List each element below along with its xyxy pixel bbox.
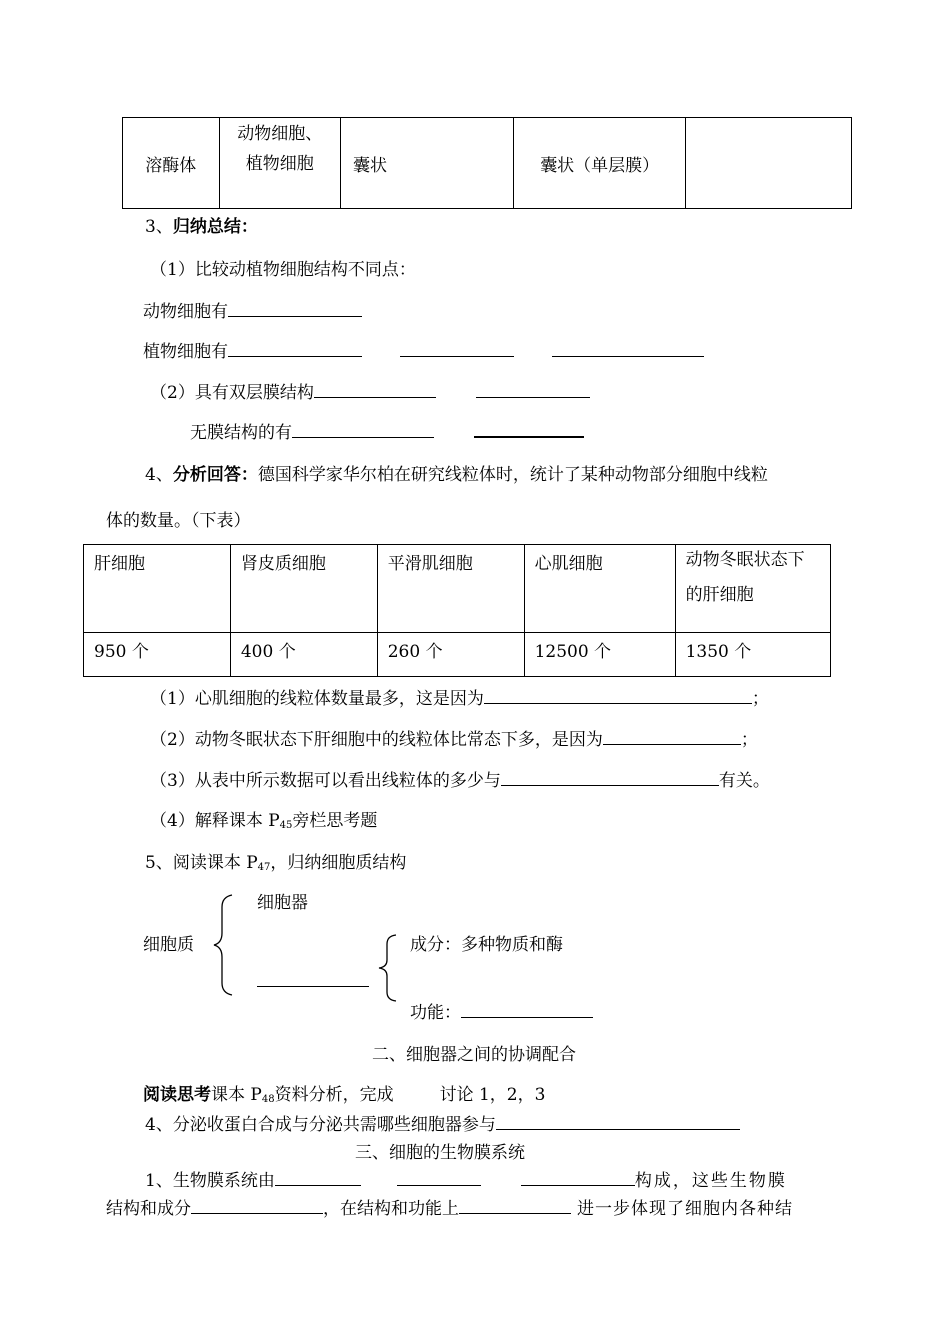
structure-text: 囊状（单层膜） (540, 155, 660, 176)
membrane-blank-3[interactable] (521, 1167, 635, 1186)
s3-q1: （1）比较动植物细胞结构不同点： (150, 260, 416, 280)
part3-line2 (106, 1194, 793, 1219)
part3-line2-text-a: 结构和成分 (106, 1199, 191, 1219)
read-think-row (143, 1080, 545, 1105)
header-hibernation-line2: 的肝细胞 (685, 585, 754, 605)
s4-q4-text-a: （4）解释课本 P (150, 811, 280, 831)
header-smooth-muscle (377, 545, 524, 633)
structure-blank[interactable] (191, 1195, 323, 1214)
part3-line1 (145, 1166, 787, 1191)
lysosome-name: 溶酶体 (145, 155, 197, 176)
part2-q4-row (145, 1110, 740, 1135)
cell-lysosome (123, 118, 220, 209)
part2-title: 二、细胞器之间的协调配合 (372, 1045, 576, 1065)
header-hibernation-line1: 动物冬眠状态下 (685, 550, 805, 570)
s4-q2-end: ； (740, 730, 758, 750)
no-membrane-row (190, 418, 584, 443)
animal-row (143, 297, 362, 322)
s4-q1-row (150, 684, 769, 709)
header-liver (84, 545, 231, 633)
section5-subscript: 47 (257, 862, 271, 873)
organelle-label: 细胞器 (257, 893, 308, 913)
cell-distribution (219, 118, 340, 209)
no-membrane-blank-2[interactable] (474, 418, 584, 438)
plant-row (143, 337, 704, 362)
shape-text: 囊状 (353, 155, 388, 176)
cytoplasm-matrix-blank[interactable] (257, 968, 369, 987)
s4-q4-row (150, 806, 377, 831)
header-cardiac-text: 心肌细胞 (534, 554, 603, 574)
no-membrane-label: 无膜结构的有 (190, 423, 292, 443)
plant-blank-3[interactable] (552, 338, 704, 357)
value-cardiac-text: 12500 个 (534, 642, 612, 662)
value-liver-text: 950 个 (94, 642, 149, 662)
right-brace-icon (374, 933, 402, 1003)
header-hibernation (675, 545, 830, 633)
value-smooth-muscle-text: 260 个 (387, 642, 443, 662)
animal-blank[interactable] (228, 298, 362, 317)
section4-text1: 德国科学家华尔柏在研究线粒体时，统计了某种动物部分细胞中线粒 (257, 465, 768, 485)
read-think-text-a: 课本 P (211, 1085, 262, 1105)
plant-label: 植物细胞有 (143, 342, 228, 362)
section3-heading (145, 212, 258, 237)
double-membrane-label: （2）具有双层膜结构 (150, 383, 314, 403)
membrane-blank-1[interactable] (275, 1167, 361, 1186)
part2-q4-text: 4、分泌收蛋白合成与分泌共需哪些细胞器参与 (145, 1115, 496, 1135)
component-text: 成分：多种物质和酶 (410, 935, 563, 955)
s4-q3-end: 有关。 (718, 771, 770, 791)
header-smooth-muscle-text: 平滑肌细胞 (387, 554, 473, 574)
cytoplasm-label: 细胞质 (143, 935, 194, 955)
header-liver-text: 肝细胞 (94, 554, 145, 574)
mitochondria-table (83, 544, 831, 677)
section3-number: 3、 (145, 217, 173, 237)
animal-label: 动物细胞有 (143, 302, 228, 322)
no-membrane-blank-1[interactable] (292, 419, 434, 438)
double-membrane-row (150, 378, 590, 403)
plant-blank-2[interactable] (400, 338, 514, 357)
cell-function (685, 118, 851, 209)
value-liver (84, 633, 231, 677)
value-hibernation (675, 633, 830, 677)
s4-q4-text-b: 旁栏思考题 (292, 811, 378, 831)
s4-q4-subscript: 45 (279, 820, 293, 831)
section4-number: 4、 (145, 465, 173, 485)
s4-q2-text: （2）动物冬眠状态下肝细胞中的线粒体比常态下多，是因为 (150, 730, 603, 750)
part3-line2-text-b: ，在结构和功能上 (323, 1199, 459, 1219)
function-label: 功能： (410, 1003, 461, 1023)
function-row (410, 998, 593, 1023)
header-cardiac (524, 545, 675, 633)
header-kidney (230, 545, 377, 633)
double-membrane-blank-1[interactable] (314, 379, 436, 398)
part3-line1-text-a: 1、生物膜系统由 (145, 1171, 275, 1191)
function-link-blank[interactable] (459, 1195, 571, 1214)
s4-q1-blank[interactable] (484, 685, 752, 704)
discussion-text: 讨论 1，2，3 (439, 1085, 546, 1105)
s4-q2-row (150, 725, 758, 750)
part3-line2-text-c: 进一步体现了细胞内各种结 (577, 1199, 793, 1219)
organelle-table (122, 117, 852, 209)
section4-text2: 体的数量。（下表） (106, 511, 251, 531)
section5-text-a: 5、阅读课本 P (145, 853, 258, 873)
cell-shape (341, 118, 514, 209)
header-kidney-text: 肾皮质细胞 (240, 554, 326, 574)
double-membrane-blank-2[interactable] (476, 379, 590, 398)
value-kidney (230, 633, 377, 677)
part3-line1-text-b: 构成，这些生物膜 (634, 1171, 787, 1191)
part3-title: 三、细胞的生物膜系统 (355, 1143, 525, 1163)
section5-text-b: ，归纳细胞质结构 (270, 853, 407, 873)
s4-q3-row (150, 766, 770, 791)
section4-heading (145, 460, 768, 485)
section3-title: 归纳总结： (172, 217, 258, 237)
section4-title: 分析回答： (172, 465, 258, 485)
value-cardiac (524, 633, 675, 677)
s4-q1-text: （1）心肌细胞的线粒体数量最多，这是因为 (150, 689, 484, 709)
value-kidney-text: 400 个 (240, 642, 296, 662)
section5-heading (145, 848, 406, 873)
s4-q1-end: ； (751, 689, 769, 709)
plant-blank-1[interactable] (228, 338, 362, 357)
read-think-bold: 阅读思考 (143, 1085, 211, 1105)
s4-q3-blank[interactable] (501, 767, 719, 786)
cell-structure (514, 118, 686, 209)
membrane-blank-2[interactable] (397, 1167, 481, 1186)
function-blank[interactable] (461, 999, 593, 1018)
value-hibernation-text: 1350 个 (685, 642, 752, 662)
read-think-subscript: 48 (261, 1094, 275, 1105)
distribution-line1: 动物细胞、 (237, 124, 323, 144)
distribution-line2: 植物细胞 (245, 154, 314, 174)
left-brace-icon (210, 893, 240, 998)
s4-q2-blank[interactable] (603, 726, 741, 745)
value-smooth-muscle (377, 633, 524, 677)
s4-q3-text: （3）从表中所示数据可以看出线粒体的多少与 (150, 771, 501, 791)
read-think-text-b: 资料分析，完成 (274, 1085, 394, 1105)
part2-q4-blank[interactable] (496, 1111, 740, 1130)
